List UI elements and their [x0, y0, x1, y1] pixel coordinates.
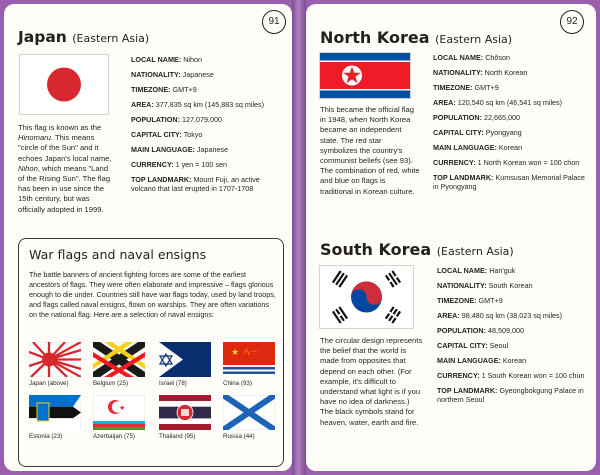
fact-row	[437, 371, 589, 381]
fact-key: TOP LANDMARK:	[131, 174, 194, 184]
north-korea-caption: This became the official flag in 1948, when North Korea became an independent state. The red star symbolizes the country's communist beliefs (see 93). The combination of red, white and blue on flags is traditional in Korean culture.	[320, 105, 420, 196]
thai-ensign-icon	[159, 395, 211, 430]
country-name: South Korea	[320, 240, 432, 259]
ensign-label: Japan (above)	[29, 380, 69, 387]
svg-text:★: ★	[231, 348, 240, 358]
fact-key: TOP LANDMARK:	[437, 385, 500, 395]
fact-row	[437, 341, 589, 351]
country-name: Japan	[18, 28, 67, 46]
svg-text:八一: 八一	[243, 348, 257, 356]
fact-value: North Korean	[484, 67, 528, 77]
fact-value: 120,540 sq km (46,541 sq miles)	[457, 97, 563, 107]
ensign-russia	[223, 395, 275, 440]
fact-key: CAPITAL CITY:	[437, 340, 490, 350]
country-title-south-korea	[320, 240, 514, 259]
fact-key: NATIONALITY:	[437, 280, 489, 290]
fact-row	[433, 128, 588, 138]
fact-value: 1 yen = 100 sen	[175, 159, 227, 169]
fact-key: AREA:	[433, 97, 458, 107]
ensign-israel	[159, 342, 211, 387]
fact-row	[433, 113, 588, 123]
ensign-estonia	[29, 395, 81, 440]
fact-key: POPULATION:	[131, 114, 182, 124]
ensign-label: Estonia (23)	[29, 433, 63, 440]
fact-row	[131, 175, 281, 194]
estonian-ensign-icon	[29, 395, 81, 430]
fact-row	[131, 160, 281, 170]
south-korea-facts	[437, 266, 589, 410]
fact-key: MAIN LANGUAGE:	[433, 142, 499, 152]
fact-key: POPULATION:	[433, 112, 484, 122]
fact-row	[433, 68, 588, 78]
left-page	[4, 4, 292, 471]
country-title-japan	[18, 28, 149, 46]
fact-value: Korean	[502, 355, 527, 365]
fact-key: CURRENCY:	[433, 157, 478, 167]
fact-value: Pyongyang	[485, 127, 522, 137]
ensign-thailand	[159, 395, 211, 440]
fact-row	[433, 143, 588, 153]
south-korea-flag	[320, 266, 413, 328]
fact-value: 127,079,000	[181, 114, 222, 124]
japan-flag	[20, 55, 108, 114]
fact-row	[131, 130, 281, 140]
fact-key: CAPITAL CITY:	[131, 129, 184, 139]
azerbaijani-ensign-icon	[93, 395, 145, 430]
fact-value: Japanese	[182, 69, 214, 79]
fact-value: 98,480 sq km (38,023 sq miles)	[461, 310, 563, 320]
fact-value: Kumsusan Memorial Palace in Pyongyang	[433, 172, 585, 192]
book-gutter	[292, 0, 306, 475]
fact-key: AREA:	[131, 99, 156, 109]
fact-row	[437, 266, 589, 276]
fact-key: LOCAL NAME:	[131, 55, 184, 64]
fact-value: South Korean	[488, 280, 533, 290]
south-korea-caption: The circular design represents the belief that the world is made from opposites that depend on each other. (For example, it's difficult to understand what light is if you have no idea of darkness.) The black symbols stand for heaven, water, earth and fire.	[320, 336, 423, 427]
fact-row	[437, 386, 589, 405]
fact-value: GMT+9	[172, 84, 197, 94]
fact-row	[131, 145, 281, 155]
fact-key: NATIONALITY:	[433, 67, 485, 77]
ensign-label: Belgium (25)	[93, 380, 129, 387]
fact-key: LOCAL NAME:	[433, 53, 486, 62]
fact-row	[433, 83, 588, 93]
israeli-ensign-icon	[159, 342, 211, 377]
fact-value: Han'guk	[489, 266, 516, 275]
chinese-ensign-icon	[223, 342, 275, 377]
region-label: (Eastern Asia)	[435, 33, 513, 46]
fact-value: Gyeongbokgung Palace in northern Seoul	[437, 385, 584, 405]
fact-value: Chŏson	[485, 53, 510, 62]
japan-caption: This flag is known as the Hinomaru. This means "circle of the Sun" and it echoes Japan's local name, Nihon, which means "Land of the Rising Sun". The flag has been in use since the 15th century, but was officially adopted in 1999.	[18, 123, 112, 214]
north-korea-flag	[320, 53, 410, 98]
fact-value: Mount Fuji, an active volcano that last erupted in 1707-1708	[131, 174, 260, 194]
fact-key: MAIN LANGUAGE:	[437, 355, 503, 365]
fact-key: MAIN LANGUAGE:	[131, 144, 197, 154]
belgian-ensign-icon	[93, 342, 145, 377]
right-page	[306, 4, 596, 471]
fact-row	[131, 55, 281, 65]
fact-value: Japanese	[196, 144, 229, 154]
fact-value: 1 North Korean won = 100 chon	[477, 157, 580, 167]
fact-row	[433, 173, 588, 192]
fact-row	[437, 311, 589, 321]
war-flags-box	[18, 238, 284, 467]
ensign-label: China (93)	[223, 380, 252, 387]
fact-row	[433, 158, 588, 168]
fact-row	[437, 326, 589, 336]
fact-row	[131, 100, 281, 110]
fact-row	[437, 281, 589, 291]
fact-value: GMT+9	[478, 295, 503, 305]
fact-key: POPULATION:	[437, 325, 488, 335]
war-flags-intro: The battle banners of ancient fighting forces are some of the earliest ancestors of flags. They were often elaborate and impressive – flags glorious enough to die under. Countries still have war flags today, used by land troops, and flags called naval ensigns, flown on warships. They are often variations on the national flag. Here are a selection of naval ensigns:	[29, 270, 276, 319]
fact-value: Nihon	[183, 55, 202, 64]
st-andrews-cross-ensign-icon	[223, 395, 275, 430]
ensign-belgium	[93, 342, 145, 387]
fact-key: TIMEZONE:	[433, 82, 475, 92]
page-number: 91	[262, 10, 286, 34]
fact-value: 48,509,000	[487, 325, 524, 335]
fact-key: LOCAL NAME:	[437, 266, 490, 275]
japan-facts	[131, 55, 281, 199]
ensign-china	[223, 342, 275, 387]
fact-key: AREA:	[437, 310, 462, 320]
fact-value: Seoul	[489, 340, 509, 350]
fact-key: CAPITAL CITY:	[433, 127, 486, 137]
fact-value: GMT+9	[474, 82, 499, 92]
fact-value: Tokyo	[183, 129, 203, 139]
north-korea-facts	[433, 53, 588, 197]
fact-key: TIMEZONE:	[437, 295, 479, 305]
ensign-label: Israel (78)	[159, 380, 187, 387]
rising-sun-ensign-icon	[29, 342, 81, 377]
fact-key: CURRENCY:	[131, 159, 176, 169]
fact-value: 377,835 sq km (145,883 sq miles)	[155, 99, 265, 109]
country-name: North Korea	[320, 28, 430, 47]
ensign-azerbaijan	[93, 395, 145, 440]
fact-key: TOP LANDMARK:	[433, 172, 496, 182]
fact-row	[131, 70, 281, 80]
ensign-label: Thailand (95)	[159, 433, 196, 440]
ensign-label: Azerbaijan (75)	[93, 433, 135, 440]
svg-text:★: ★	[119, 404, 126, 412]
fact-value: 1 South Korean won = 100 chun	[481, 370, 585, 380]
fact-row	[437, 356, 589, 366]
region-label: (Eastern Asia)	[436, 245, 514, 258]
fact-row	[131, 115, 281, 125]
fact-row	[131, 85, 281, 95]
fact-value: 22,665,000	[483, 112, 520, 122]
country-title-north-korea	[320, 28, 512, 47]
fact-row	[437, 296, 589, 306]
fact-key: NATIONALITY:	[131, 69, 183, 79]
war-flags-title: War flags and naval ensigns	[29, 247, 207, 262]
fact-key: CURRENCY:	[437, 370, 482, 380]
fact-row	[433, 98, 588, 108]
page-number: 92	[560, 10, 584, 34]
fact-value: Korean	[498, 142, 523, 152]
region-label: (Eastern Asia)	[72, 32, 150, 45]
fact-key: TIMEZONE:	[131, 84, 173, 94]
ensign-japan	[29, 342, 81, 387]
ensign-label: Russia (44)	[223, 433, 255, 440]
fact-row	[433, 53, 588, 63]
